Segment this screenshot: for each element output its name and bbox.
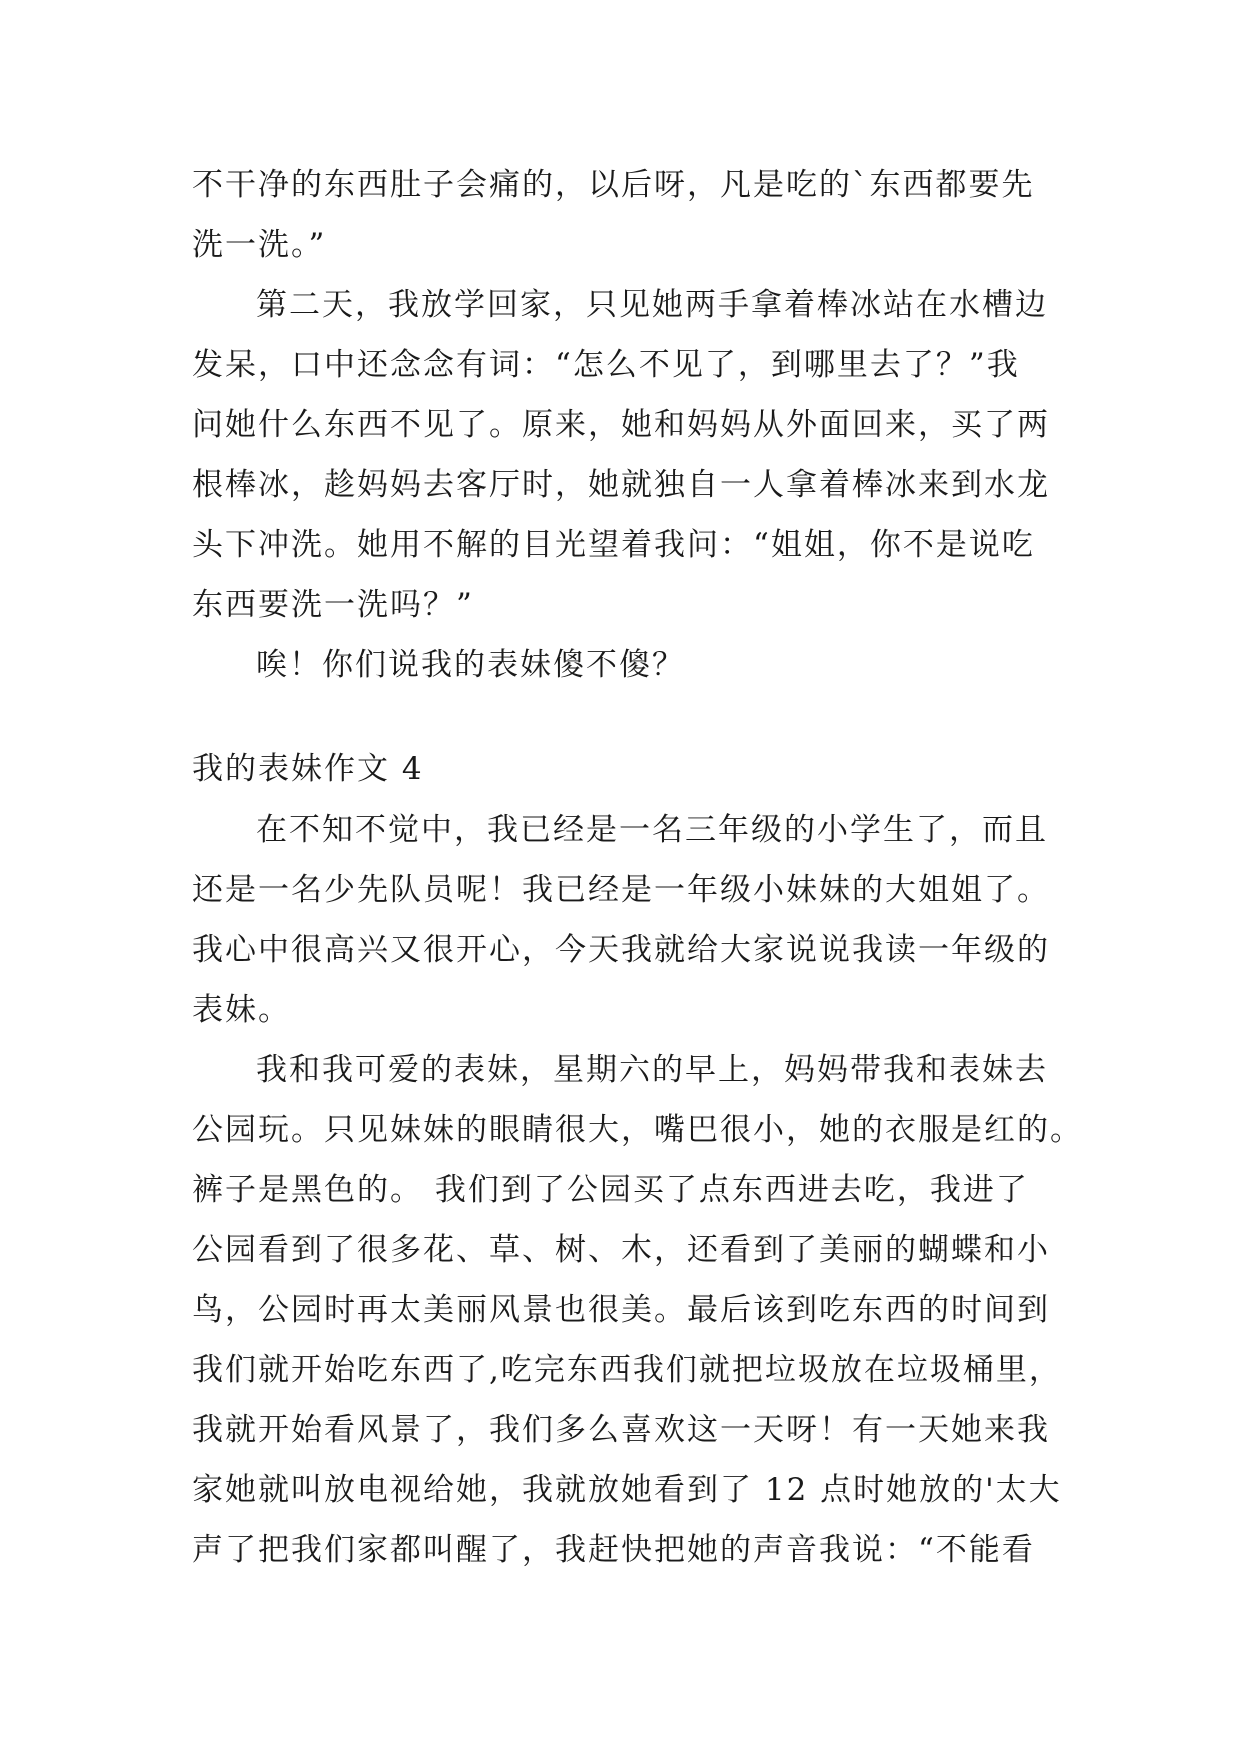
section-heading: 我的表妹作文 4 (192, 751, 424, 787)
text-line: 裤子是黑色的。 我们到了公园买了点东西进去吃，我进了 (192, 1172, 1029, 1208)
paragraph-start-line: 在不知不觉中，我已经是一名三年级的小学生了，而且 (256, 812, 1048, 848)
text-line: 根棒冰，趁妈妈去客厅时，她就独自一人拿着棒冰来到水龙 (192, 467, 1050, 503)
text-line: 公园看到了很多花、草、树、木，还看到了美丽的蝴蝶和小 (192, 1232, 1050, 1268)
text-line: 鸟，公园时再太美丽风景也很美。最后该到吃东西的时间到 (192, 1292, 1050, 1328)
text-line: 问她什么东西不见了。原来，她和妈妈从外面回来，买了两 (192, 407, 1050, 443)
text-line: 我就开始看风景了，我们多么喜欢这一天呀！有一天她来我 (192, 1412, 1050, 1448)
text-line: 还是一名少先队员呢！我已经是一年级小妹妹的大姐姐了。 (192, 872, 1050, 908)
paragraph-start-line: 我和我可爱的表妹，星期六的早上，妈妈带我和表妹去 (256, 1052, 1048, 1088)
text-line: 表妹。 (192, 992, 291, 1028)
text-line: 东西要洗一洗吗？” (192, 587, 474, 623)
text-line: 公园玩。只见妹妹的眼睛很大，嘴巴很小，她的衣服是红的。 (192, 1112, 1083, 1148)
text-line: 不干净的东西肚子会痛的，以后呀，凡是吃的`东西都要先 (192, 167, 1035, 203)
text-line: 洗一洗。” (192, 227, 327, 263)
text-line: 我们就开始吃东西了,吃完东西我们就把垃圾放在垃圾桶里， (192, 1352, 1062, 1388)
text-line: 发呆，口中还念念有词：“怎么不见了，到哪里去了？”我 (192, 347, 1020, 383)
text-line: 我心中很高兴又很开心，今天我就给大家说说我读一年级的 (192, 932, 1050, 968)
paragraph-start-line: 第二天，我放学回家，只见她两手拿着棒冰站在水槽边 (256, 287, 1048, 323)
text-line: 声了把我们家都叫醒了，我赶快把她的声音我说：“不能看 (192, 1532, 1035, 1568)
text-line: 头下冲洗。她用不解的目光望着我问：“姐姐，你不是说吃 (192, 527, 1035, 563)
paragraph-start-line: 唉！你们说我的表妹傻不傻？ (256, 647, 685, 683)
text-line: 家她就叫放电视给她，我就放她看到了 12 点时她放的'太大 (192, 1472, 1062, 1508)
